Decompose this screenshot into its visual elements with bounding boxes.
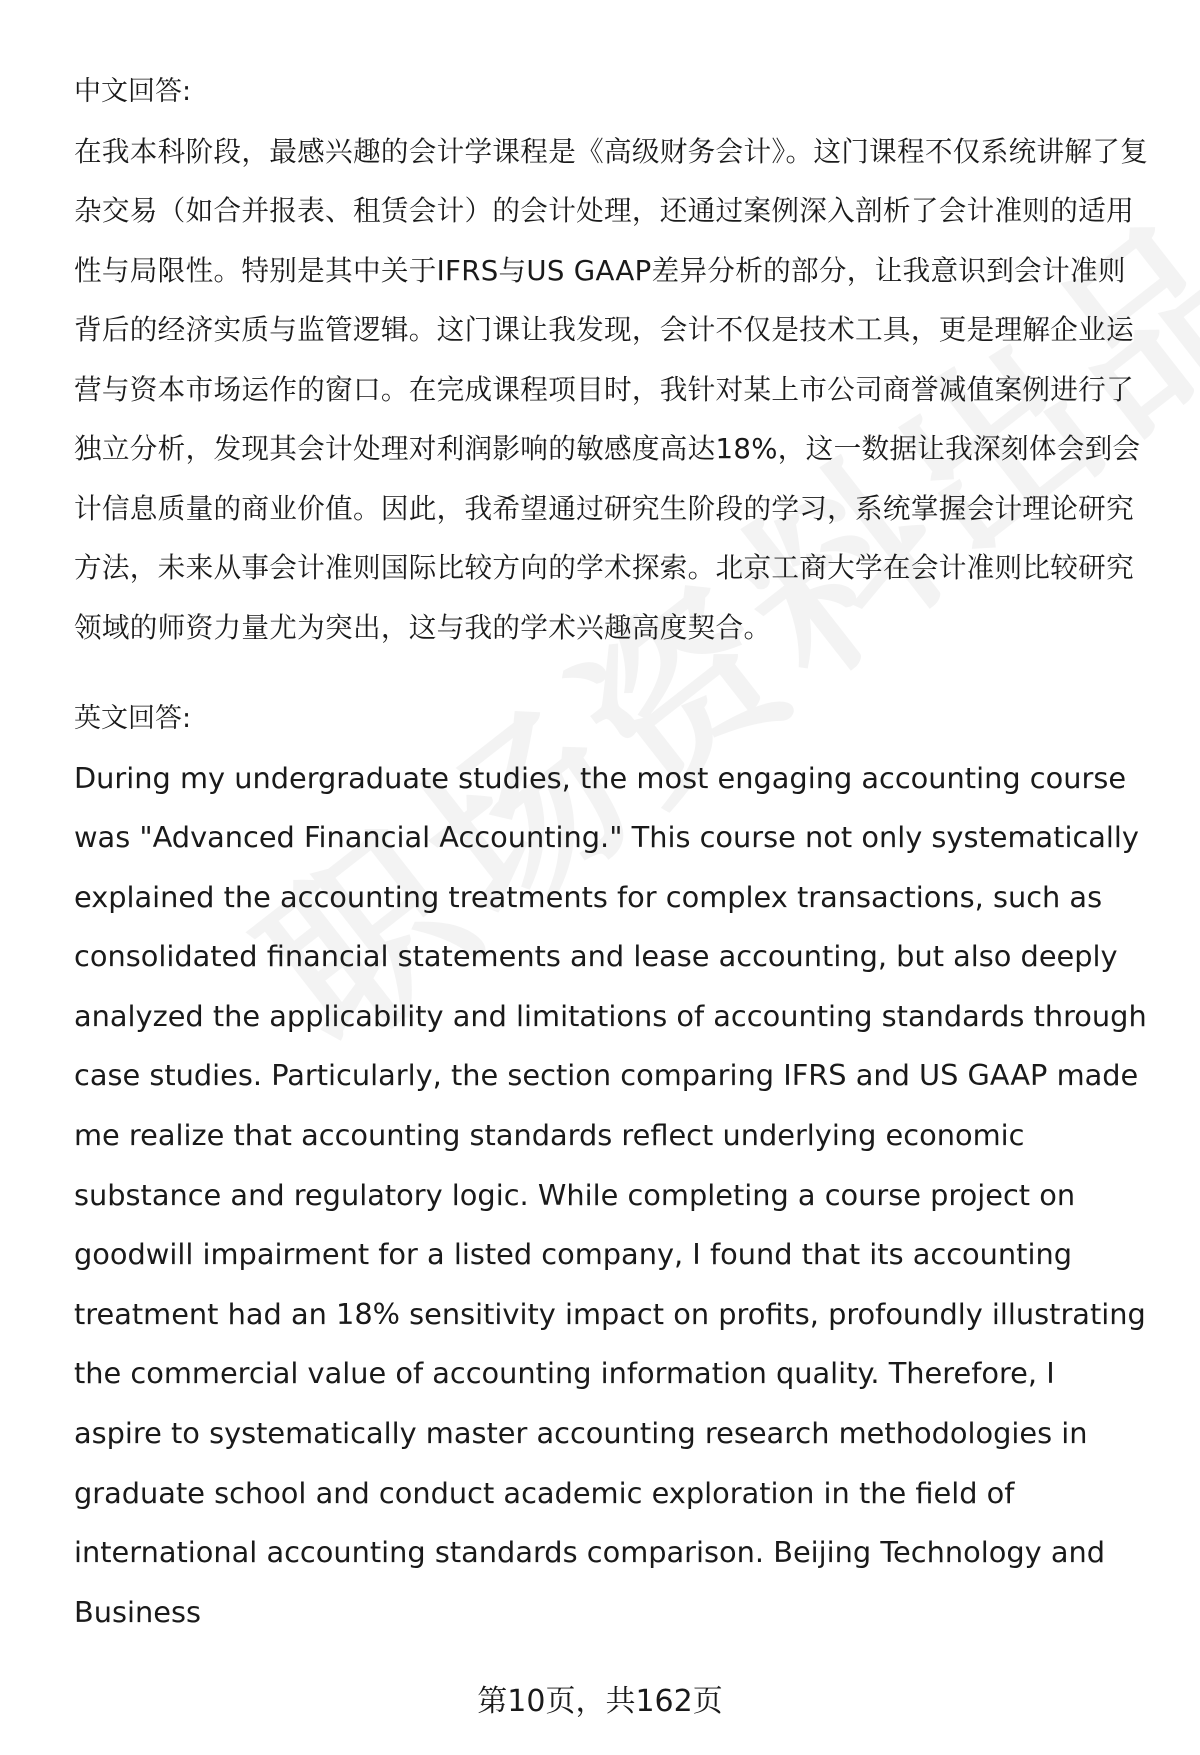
english-answer-section bbox=[74, 689, 1150, 1642]
chinese-answer-section bbox=[74, 62, 1150, 657]
chinese-answer-heading: 中文回答: bbox=[74, 76, 192, 107]
chinese-answer-body: 在我本科阶段，最感兴趣的会计学课程是《高级财务会计》。这门课程不仅系统讲解了复杂交易（如合并报表、租赁会计）的会计处理，还通过案例深入剖析了会计准则的适用性与局限性。特别是其中关于IFRS与US GAAP差异分析的部分，让我意识到会计准则背后的经济实质与监管逻辑。这门课让我发现，会计不仅是技术工具，更是理解企业运营与资本市场运作的窗口。在完成课程项目时，我针对某上市公司商誉减值案例进行了独立分析，发现其会计处理对利润影响的敏感度高达18%，这一数据让我深刻体会到会计信息质量的商业价值。因此，我希望通过研究生阶段的学习，系统掌握会计理论研究方法，未来从事会计准则国际比较方向的学术探索。北京工商大学在会计准则比较研究领域的师资力量尤为突出，这与我的学术兴趣高度契合。 bbox=[74, 134, 1149, 644]
page-indicator: 第10页，共162页 bbox=[477, 1684, 723, 1719]
english-answer-heading: 英文回答: bbox=[74, 703, 192, 734]
english-answer-body: During my undergraduate studies, the most engaging accounting course was "Advanced Financial Accounting." This course not only systematically explained the accounting treatments for complex transactions, such as consolidated financial statements and lease accounting, but also deeply analyzed the applicability and limitations of accounting standards through case studies. Particularly, the section comparing IFRS and US GAAP made me realize that accounting standards reflect underlying economic substance and regulatory logic. While completing a course project on goodwill impairment for a listed company, I found that its accounting treatment had an 18% sensitivity impact on profits, profoundly illustrating the commercial value of accounting information quality. Therefore, I aspire to systematically master accounting research methodologies in graduate school and conduct academic exploration in the field of international accounting standards comparison. Beijing Technology and Business bbox=[74, 760, 1147, 1629]
document-page bbox=[74, 62, 1150, 1642]
section-spacer bbox=[74, 657, 1150, 689]
